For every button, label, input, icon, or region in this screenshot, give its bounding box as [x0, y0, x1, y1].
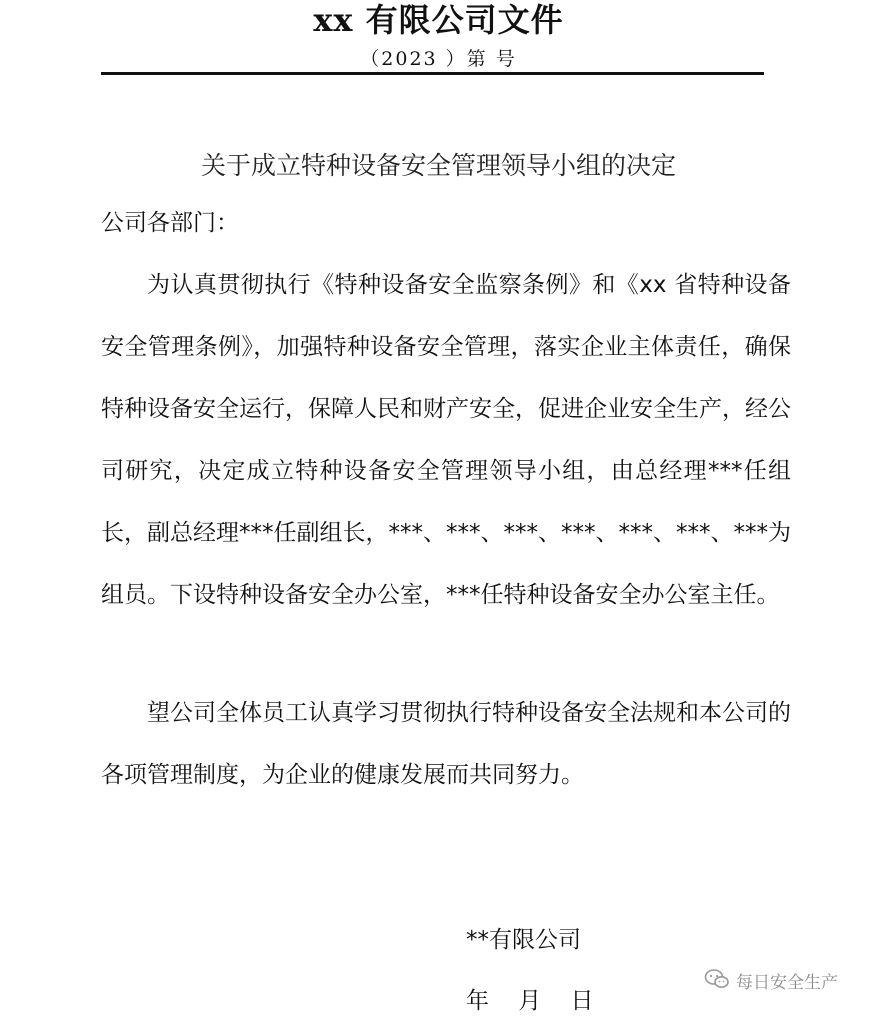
salutation: 公司各部门： [101, 210, 239, 236]
header-divider [101, 72, 764, 75]
watermark [704, 968, 838, 997]
document-title: xx 有限公司文件 [313, 1, 564, 39]
document-number: （2023 ）第 号 [360, 48, 517, 70]
watermark-text: 每日安全生产 [736, 972, 838, 993]
signature-company: **有限公司 [466, 927, 581, 953]
body-paragraph: 望公司全体员工认真学习贯彻执行特种设备安全法规和本公司的各项管理制度，为企业的健康发展而共同努力。 [101, 700, 791, 788]
signature-date: 年 月 日 [466, 988, 594, 1014]
document-subject: 关于成立特种设备安全管理领导小组的决定 [200, 151, 676, 180]
body-paragraph: 为认真贯彻执行《特种设备安全监察条例》和《xx 省特种设备安全管理条例》，加强特种设备安全管理，落实企业主体责任，确保特种设备安全运行，保障人民和财产安全，促进企业安全生产，经公司研究，决定成立特种设备安全管理领导小组，由总经理***任组长，副总经理***任副组长，***、***、***、***、***、***、***为组员。下设特种设备安全办公室，***任特种设备安全办公室主任。 [101, 272, 791, 608]
wechat-icon [704, 968, 736, 997]
